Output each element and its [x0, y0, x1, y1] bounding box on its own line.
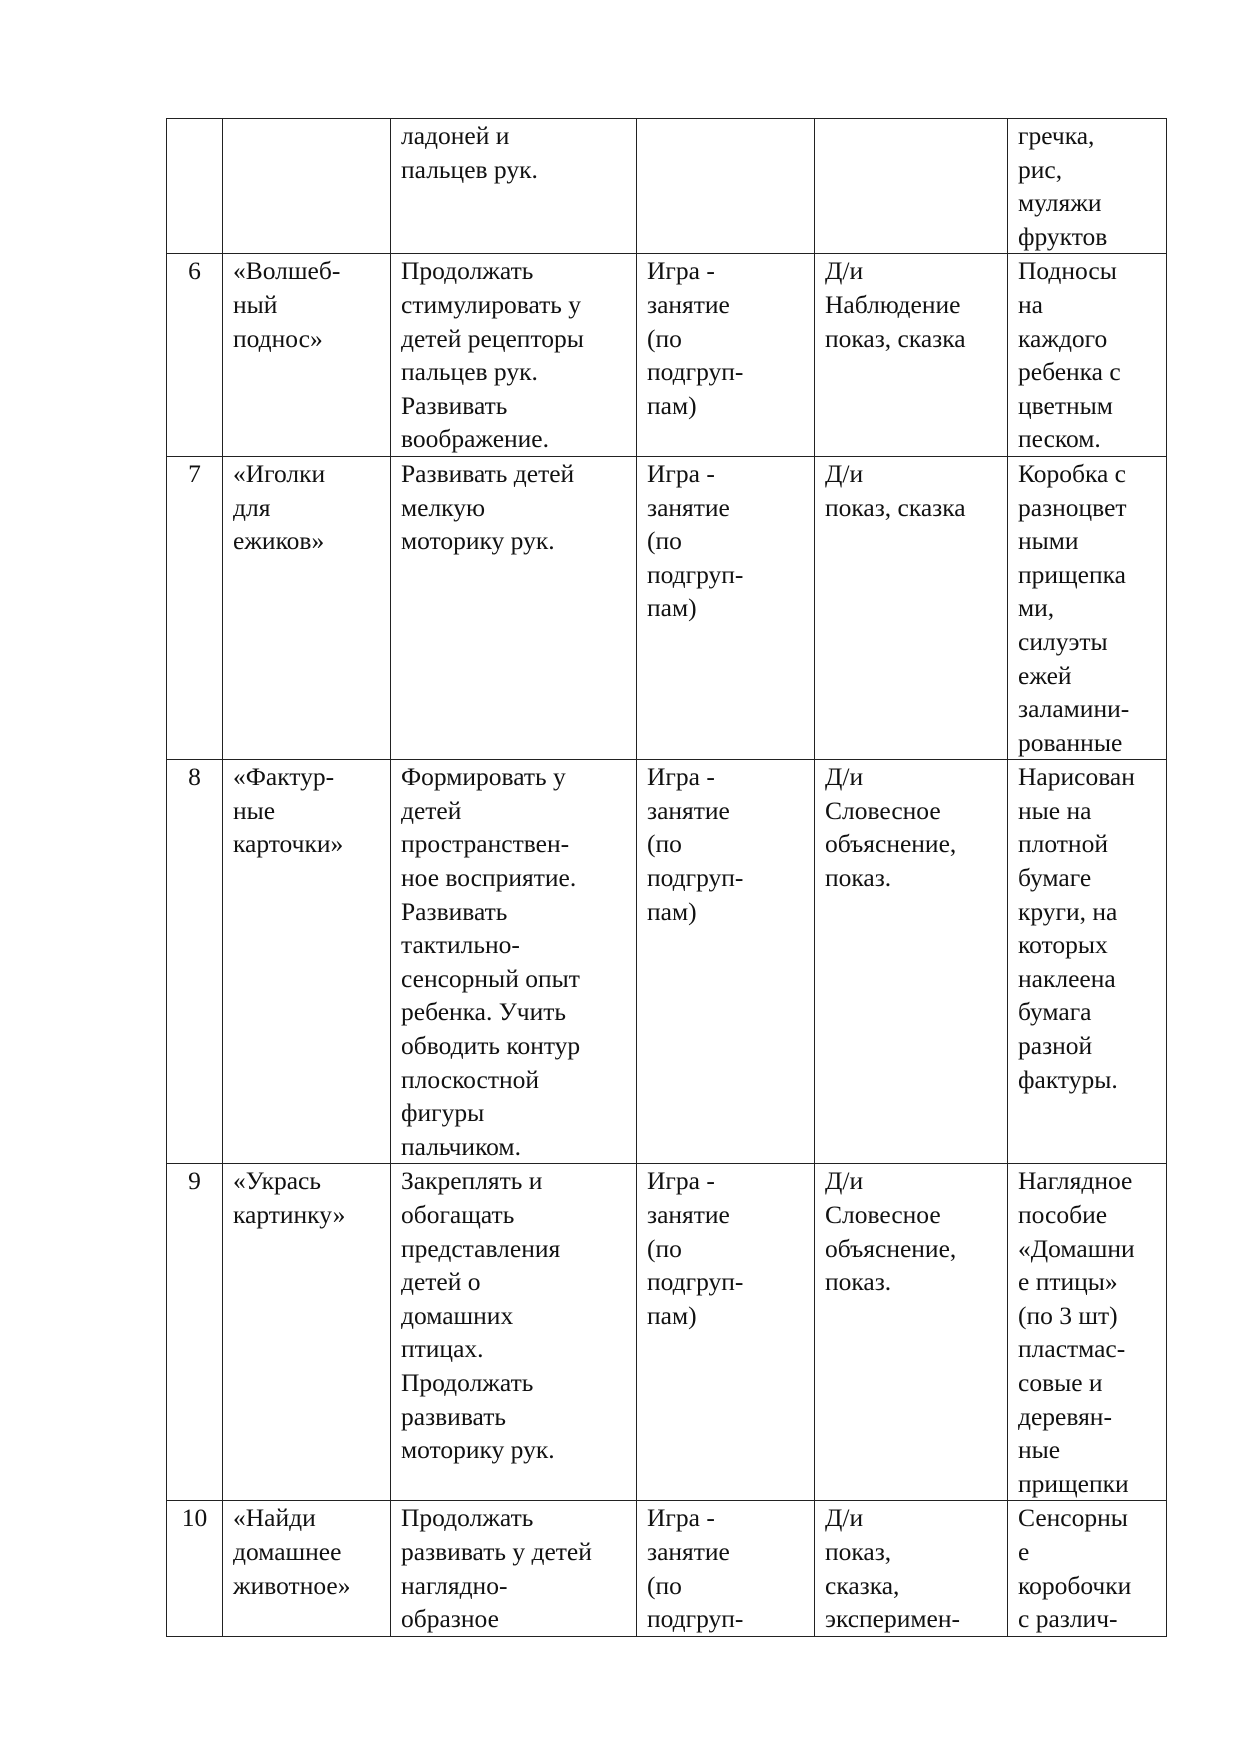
row-number: 8 — [167, 760, 223, 1164]
game-title-cell: «Иголки для ежиков» — [223, 456, 391, 759]
form-cell: Игра - занятие (по подгруп- пам) — [637, 1164, 815, 1501]
goal-cell: Формировать у детей пространствен- ное восприятие. Развивать тактильно- сенсорный опыт ребенка. Учить обводить контур плоскостной фигуры пальчиком. — [391, 760, 637, 1164]
methods-cell: Д/и Словесное объяснение, показ. — [815, 760, 1008, 1164]
table-row — [167, 456, 1167, 759]
goal-cell: Продолжать стимулировать у детей рецепторы пальцев рук. Развивать воображение. — [391, 254, 637, 457]
goal-cell: Закреплять и обогащать представления детей о домашних птицах. Продолжать развивать моторику рук. — [391, 1164, 637, 1501]
materials-cell: Подносы на каждого ребенка с цветным песком. — [1008, 254, 1167, 457]
row-number: 9 — [167, 1164, 223, 1501]
table-row — [167, 1501, 1167, 1636]
game-title-cell: «Найди домашнее животное» — [223, 1501, 391, 1636]
materials-cell: Коробка с разноцвет ными прищепка ми, силуэты ежей заламини- рованные — [1008, 456, 1167, 759]
methods-cell: Д/и показ, сказка, эксперимен- — [815, 1501, 1008, 1636]
table-body — [167, 119, 1167, 1637]
row-number: 10 — [167, 1501, 223, 1636]
methods-cell: Д/и Наблюдение показ, сказка — [815, 254, 1008, 457]
game-title-cell — [223, 119, 391, 254]
methods-cell: Д/и Словесное объяснение, показ. — [815, 1164, 1008, 1501]
materials-cell: гречка, рис, муляжи фруктов — [1008, 119, 1167, 254]
table-row — [167, 254, 1167, 457]
materials-cell: Нарисован ные на плотной бумаге круги, на которых наклеена бумага разной фактуры. — [1008, 760, 1167, 1164]
game-title-cell: «Укрась картинку» — [223, 1164, 391, 1501]
form-cell: Игра - занятие (по подгруп- пам) — [637, 760, 815, 1164]
methods-cell: Д/и показ, сказка — [815, 456, 1008, 759]
row-number: 6 — [167, 254, 223, 457]
row-number — [167, 119, 223, 254]
goal-cell: ладоней и пальцев рук. — [391, 119, 637, 254]
game-title-cell: «Волшеб- ный поднос» — [223, 254, 391, 457]
materials-cell: Сенсорны е коробочки с различ- — [1008, 1501, 1167, 1636]
table-row — [167, 119, 1167, 254]
methods-cell — [815, 119, 1008, 254]
goal-cell: Продолжать развивать у детей наглядно- образное — [391, 1501, 637, 1636]
game-title-cell: «Фактур- ные карточки» — [223, 760, 391, 1164]
lesson-plan-table — [166, 118, 1167, 1637]
form-cell: Игра - занятие (по подгруп- пам) — [637, 254, 815, 457]
materials-cell: Наглядное пособие «Домашни е птицы» (по 3 шт) пластмас- совые и деревян- ные прищепки — [1008, 1164, 1167, 1501]
table-row — [167, 760, 1167, 1164]
goal-cell: Развивать детей мелкую моторику рук. — [391, 456, 637, 759]
form-cell: Игра - занятие (по подгруп- пам) — [637, 456, 815, 759]
row-number: 7 — [167, 456, 223, 759]
form-cell: Игра - занятие (по подгруп- — [637, 1501, 815, 1636]
table-row — [167, 1164, 1167, 1501]
form-cell — [637, 119, 815, 254]
